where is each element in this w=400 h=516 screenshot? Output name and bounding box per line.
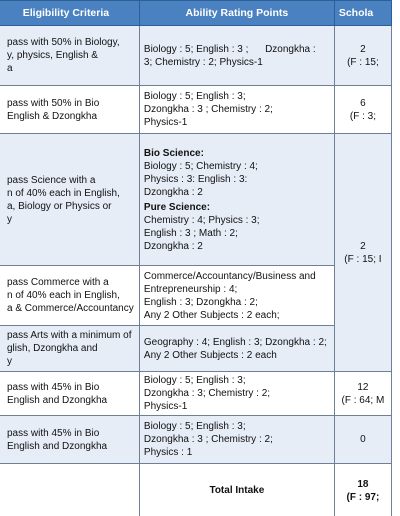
total-empty-cell — [0, 464, 139, 516]
scholarship-cell: 0 — [334, 416, 391, 464]
table-row — [0, 86, 392, 134]
table-row — [0, 416, 392, 464]
rating-cell: Biology : 5; English : 3 ; Dzongkha : 3; Chemistry : 2; Physics-1 — [139, 26, 334, 86]
table-row — [0, 26, 392, 86]
pure-science-heading: Pure Science: — [143, 201, 211, 213]
rating-cell: Bio Science: Biology : 5; Chemistry : 4; Physics : 3: English : 3: Dzongkha : 2 Pure Science: Chemistry : 4; Physics : 3; English : 3 ; Math : 2; Dzongkha : 2 — [139, 134, 334, 266]
rating-cell: Biology : 5; English : 3; Dzongkha : 3 ; Chemistry : 2; Physics-1 — [139, 86, 334, 134]
eligibility-cell: pass Commerce with a n of 40% each in English, a & Commerce/Accountancy — [0, 266, 139, 326]
header-scholarship: Schola — [334, 1, 391, 26]
rating-cell: Commerce/Accountancy/Business and Entrepreneurship : 4; English : 3; Dzongkha : 2; Any 2 Other Subjects : 2 each; — [139, 266, 334, 326]
scholarship-cell: 6 (F : 3; — [334, 86, 391, 134]
eligibility-cell: pass Arts with a minimum of glish, Dzongkha and y — [0, 326, 139, 372]
table-row — [0, 326, 392, 372]
rating-cell: Biology : 5; English : 3; Dzongkha : 3 ; Chemistry : 2; Physics : 1 — [139, 416, 334, 464]
rating-cell: Biology : 5; English : 3; Dzongkha : 3; Chemistry : 2; Physics-1 — [139, 372, 334, 416]
eligibility-cell: pass Science with a n of 40% each in English, a, Biology or Physics or y — [0, 134, 139, 266]
table-row — [0, 134, 392, 266]
eligibility-cell: pass with 50% in Biology, y, physics, English & a — [0, 26, 139, 86]
eligibility-cell: pass with 50% in Bio English & Dzongkha — [0, 86, 139, 134]
header-eligibility-criteria: Eligibility Criteria — [0, 1, 139, 26]
table-row — [0, 372, 392, 416]
table-header-row — [0, 1, 392, 26]
eligibility-cell: pass with 45% in Bio English and Dzongkha — [0, 416, 139, 464]
scholarship-cell: 2 (F : 15; — [334, 26, 391, 86]
eligibility-cell: pass with 45% in Bio English and Dzongkha — [0, 372, 139, 416]
table-row — [0, 266, 392, 326]
total-row — [0, 464, 392, 516]
header-ability-rating-points: Ability Rating Points — [139, 1, 334, 26]
rating-cell: Geography : 4; English : 3; Dzongkha : 2; Any 2 Other Subjects : 2 each — [139, 326, 334, 372]
scholarship-cell-merged: 2 (F : 15; I — [334, 134, 391, 372]
scholarship-cell: 12 (F : 64; M — [334, 372, 391, 416]
total-intake-label: Total Intake — [139, 464, 334, 516]
total-intake-value: 18 (F : 97; — [334, 464, 391, 516]
bio-science-heading: Bio Science: — [143, 147, 204, 159]
